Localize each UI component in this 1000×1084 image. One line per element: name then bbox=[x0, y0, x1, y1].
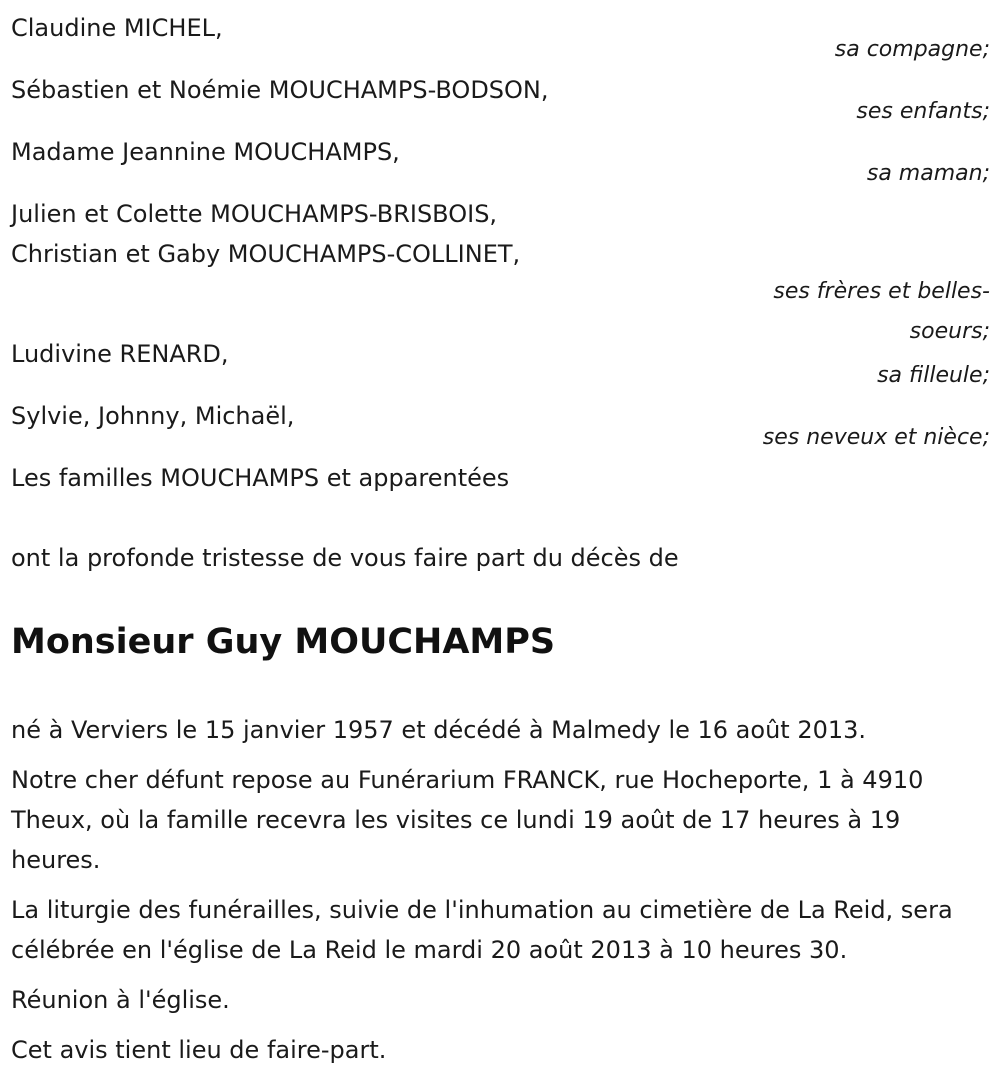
family-entry-mother bbox=[11, 132, 990, 194]
family-names: Madame Jeannine MOUCHAMPS, bbox=[11, 138, 400, 166]
family-entry-companion bbox=[11, 8, 990, 70]
family-names: Ludivine RENARD, bbox=[11, 340, 229, 368]
family-relation: ses neveux et nièce; bbox=[762, 425, 990, 450]
family-names: Claudine MICHEL, bbox=[11, 14, 223, 42]
family-relation: sa compagne; bbox=[834, 37, 990, 62]
family-names: Julien et Colette MOUCHAMPS-BRISBOIS, bbox=[11, 200, 498, 228]
family-names: Sébastien et Noémie MOUCHAMPS-BODSON, bbox=[11, 76, 549, 104]
family-relation-line: soeurs; bbox=[909, 319, 990, 344]
funeral-paragraph: La liturgie des funérailles, suivie de l'inhumation au cimetière de La Reid, sera célébrée en l'église de La Reid le mardi 20 août 2013 à 10 heures 30. bbox=[11, 896, 953, 964]
family-names: Christian et Gaby MOUCHAMPS-COLLINET, bbox=[11, 240, 521, 268]
family-relation-line: ses frères et belles- bbox=[773, 279, 990, 304]
deceased-name: Monsieur Guy MOUCHAMPS bbox=[11, 622, 556, 662]
birth-death-paragraph: né à Verviers le 15 janvier 1957 et décédé à Malmedy le 16 août 2013. bbox=[11, 716, 867, 744]
family-entry-children bbox=[11, 70, 990, 132]
families-line: Les familles MOUCHAMPS et apparentées bbox=[11, 464, 510, 492]
family-entry-goddaughter bbox=[11, 334, 990, 396]
family-entry-siblings bbox=[11, 194, 990, 352]
family-relation: ses enfants; bbox=[856, 99, 990, 124]
obituary-details bbox=[11, 710, 990, 1070]
announcement-intro: ont la profonde tristesse de vous faire part du décès de bbox=[11, 544, 679, 572]
notice-paragraph: Cet avis tient lieu de faire-part. bbox=[11, 1036, 387, 1064]
reunion-paragraph: Réunion à l'église. bbox=[11, 986, 230, 1014]
family-relation: sa maman; bbox=[866, 161, 990, 186]
visitation-paragraph: Notre cher défunt repose au Funérarium FRANCK, rue Hocheporte, 1 à 4910 Theux, où la famille recevra les visites ce lundi 19 août de 17 heures à 19 heures. bbox=[11, 766, 924, 874]
family-names: Sylvie, Johnny, Michaël, bbox=[11, 402, 295, 430]
family-entry-nephews bbox=[11, 396, 990, 458]
family-relation: sa filleule; bbox=[877, 363, 990, 388]
